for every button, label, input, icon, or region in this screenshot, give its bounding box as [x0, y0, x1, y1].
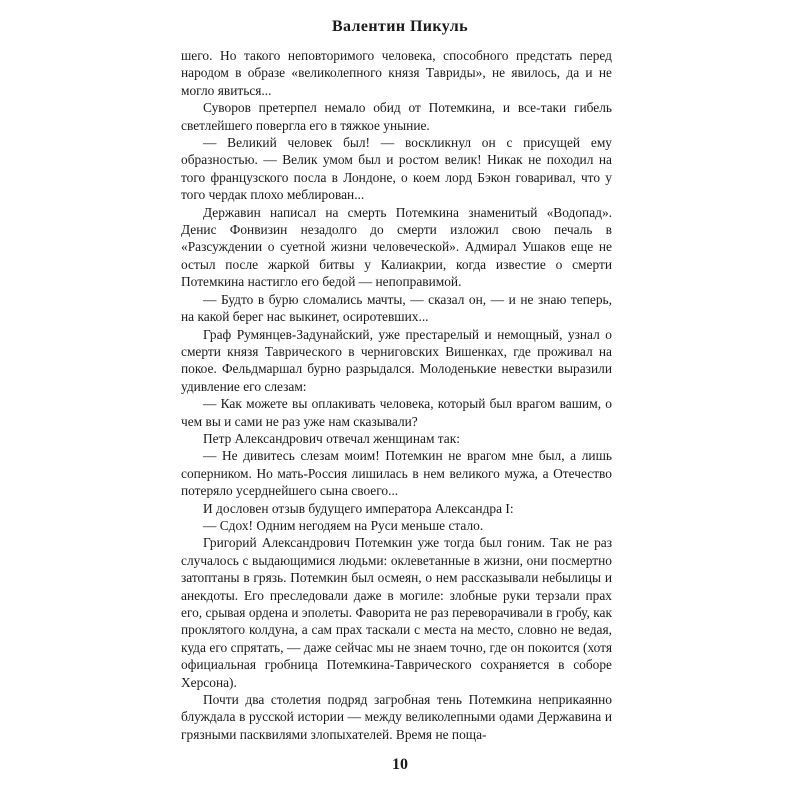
paragraph-dialogue: — Сдох! Одним негодяем на Руси меньше стало. [203, 517, 484, 533]
paragraph-dialogue: — Не дивитесь слезам моим! Потемкин не врагом мне был, а лишь соперником. Но мать-Россия лишилась в нем великого мужа, а Отечество потеряло усерднейшего сына своего... [181, 448, 612, 499]
paragraph: Державин написал на смерть Потемкина знаменитый «Водопад». Денис Фонвизин незадолго до смерти изложил свою печаль в «Разсуждении о суетной жизни человеческой». Адмирал Ушаков еще не остыл после жаркой битвы у Калиакрии, когда известие о смерти Потемкина настигло его бедой — непоправимой. [181, 204, 612, 290]
paragraph-continuation: шего. Но такого неповторимого человека, способного предстать перед народом в образе «великолепного князя Тавриды», не явилось, да и не могло явиться... [181, 48, 612, 98]
paragraph: Григорий Александрович Потемкин уже тогда был гоним. Так не раз случалось с выдающимися людьми: оклеветанные в жизни, они посмертно затоптаны в грязь. Потемкин был осмеян, о нем рассказывали небылицы и анекдоты. Его преследовали даже в могиле: злобные руки терзали прах его, срывая ордена и эполеты. Фаворита не раз переворачивали в гробу, как проклятого колдуна, а сам прах таскали с места на место, словно не ведая, куда его спрятать, — даже сейчас мы не знаем точно, где он покоится (хотя официальная гробница Потемкина-Таврического сохраняется в соборе Херсона). [181, 535, 612, 690]
running-head-author: Валентин Пикуль [331, 18, 469, 35]
page-number: 10 [392, 756, 408, 773]
paragraph-dialogue: — Великий человек был! — воскликнул он с присущей ему образностью. — Велик умом был и ростом велик! Никак не походил на того французского посла в Лондоне, о коем лорд Бэкон говаривал, что у того чердак плохо меблирован... [181, 135, 612, 203]
paragraph: Почти два столетия подряд загробная тень Потемкина неприкаянно блуждала в русской истории — между великолепными одами Державина и грязными пасквилями злопыхателей. Время не поща- [181, 692, 612, 742]
paragraph: И дословен отзыв будущего императора Александра I: [203, 500, 514, 516]
paragraph: Суворов претерпел немало обид от Потемкина, и все-таки гибель светлейшего повергла его в тяжкое уныние. [181, 100, 612, 133]
paragraph-dialogue: — Будто в бурю сломались мачты, — сказал он, — и не знаю теперь, на какой берег нас выкинет, осиротевших... [181, 291, 612, 325]
paragraph-dialogue: — Как можете вы оплакивать человека, который был врагом вашим, о чем вы и сами не раз уже нам сказывали? [181, 396, 612, 429]
page-body-text [181, 47, 612, 743]
paragraph: Петр Александрович отвечал женщинам так: [203, 430, 460, 446]
paragraph: Граф Румянцев-Задунайский, уже престарелый и немощный, узнал о смерти князя Таврического в черниговских Вишенках, где проживал на покое. Фельдмаршал бурно разрыдался. Молоденькие невестки выразили удивление его слезам: [181, 326, 612, 394]
